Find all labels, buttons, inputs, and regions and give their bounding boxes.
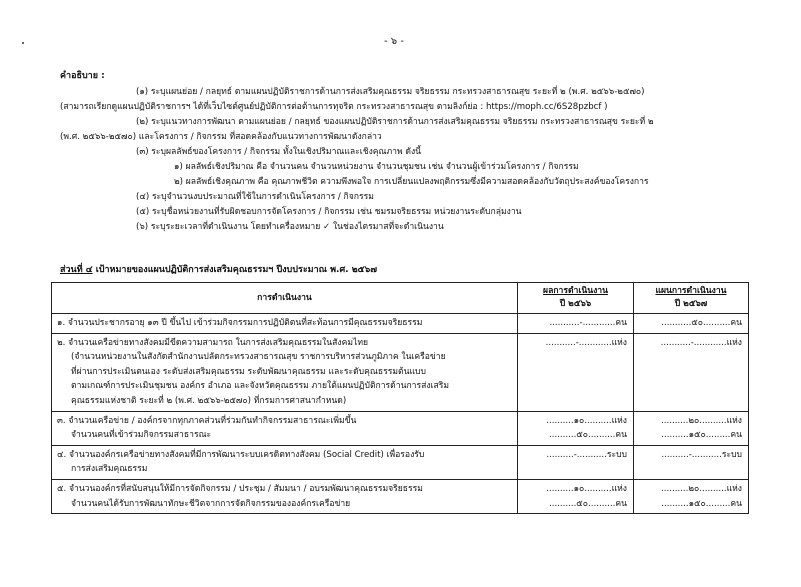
activity-cell: [52, 411, 518, 445]
activity-line: ๒. จำนวนเครือข่ายทางสังคมมีขีดความสามารถ ในการส่งเสริมคุณธรรมในสังคมไทย: [57, 337, 369, 348]
plan-cell: [634, 314, 749, 334]
targets-table: [51, 282, 749, 514]
activity-line: (จำนวนหน่วยงานในสังกัดสำนักงานปลัดกระทรวงสาธารณสุข ราชการบริหารส่วนภูมิภาค ในเครือข่าย: [71, 352, 446, 363]
table-header-row: [52, 283, 749, 314]
scan-speck: [22, 42, 24, 44]
activity-line: ๕. จำนวนองค์กรที่สนับสนุนให้มีการจัดกิจกรรม / ประชุม / สัมมนา / อบรมพัฒนาคุณธรรมจริยธรรม: [57, 483, 423, 494]
table-row: [52, 314, 749, 334]
table-row: [52, 445, 749, 479]
explanation-line: ๑) ผลลัพธ์เชิงปริมาณ คือ จำนวนคน จำนวนหน่วยงาน จำนวนชุมชน เช่น จำนวนผู้เข้าร่วมโครงการ / กิจกรรม: [174, 162, 579, 172]
explanation-line: (๔) ระบุจำนวนงบประมาณที่ใช้ในการดำเนินโครงการ / กิจกรรม: [136, 192, 374, 202]
plan-value: ...........๕๐..........คน: [661, 318, 742, 328]
plan-cell: [634, 411, 749, 445]
header-result-label: ผลการดำเนินงาน: [543, 286, 608, 296]
result-value: ..........๕๐..........คน: [548, 430, 627, 441]
plan-value: ..........๑๕๐.........คน: [661, 498, 742, 509]
plan-value: ..........๒๐..........แห่ง: [661, 483, 742, 494]
plan-value: ..........๑๕๐.........คน: [661, 430, 742, 441]
plan-cell: [634, 445, 749, 479]
section-label: ส่วนที่ ๔: [60, 265, 93, 275]
plan-cell: [634, 333, 749, 411]
plan-value: ..........๒๐..........แห่ง: [661, 415, 742, 426]
explanation-line: (๓) ระบุผลลัพธ์ของโครงการ / กิจกรรม ทั้งในเชิงปริมาณและเชิงคุณภาพ ดังนี้: [136, 147, 422, 157]
activity-line: ที่ผ่านการประเมินตนเอง ระดับส่งเสริมคุณธรรม ระดับพัฒนาคุณธรรม และระดับคุณธรรมต้นแบบ: [71, 366, 426, 377]
result-cell: [518, 479, 634, 513]
explanation-line: (พ.ศ. ๒๕๖๖-๒๕๗๐) และโครงการ / กิจกรรม ที่สอดคล้องกับแนวทางการพัฒนาดังกล่าว: [60, 132, 382, 142]
activity-line: การส่งเสริมคุณธรรม: [71, 464, 148, 475]
result-value: ..........๑๐..........แห่ง: [546, 415, 627, 426]
result-cell: [518, 314, 634, 334]
activity-line: คุณธรรมแห่งชาติ ระยะที่ ๒ (พ.ศ. ๒๕๖๖-๒๕๗๐) ที่กรมการศาสนากำหนด): [71, 395, 347, 406]
result-value: ...........-............คน: [549, 318, 627, 328]
activity-line: จำนวนคนได้รับการพัฒนาทักษะชีวิตจากการจัดกิจกรรมขององค์กรเครือข่าย: [71, 498, 351, 509]
result-cell: [518, 445, 634, 479]
activity-line: ๑. จำนวนประชากรอายุ ๑๓ ปี ขึ้นไป เข้าร่วมกิจกรรมการปฏิบัติตนที่สะท้อนการมีคุณธรรมจริยธรรม: [57, 318, 423, 328]
page-number: - ๖ -: [384, 36, 404, 47]
activity-cell: [52, 333, 518, 411]
explanation-line: (๒) ระบุแนวทางการพัฒนา ตามแผนย่อย / กลยุทธ์ ของแผนปฏิบัติราชการด้านการส่งเสริมคุณธรรม จริยธรรม กระทรวงสาธารณสุข ระยะที่ ๒: [136, 117, 654, 127]
header-plan: [634, 283, 749, 314]
explanation-line: ๒) ผลลัพธ์เชิงคุณภาพ คือ คุณภาพชีวิต ความพึงพอใจ การเปลี่ยนแปลงพฤติกรรมซึ่งมีความสอดคล้องกับวัตถุประสงค์ของโครงการ: [174, 177, 649, 187]
activity-cell: [52, 479, 518, 513]
header-activity: การดำเนินงาน: [52, 283, 518, 314]
header-plan-year: ปี ๒๕๖๗: [674, 299, 708, 309]
explanation-line: (๖) ระบุระยะเวลาที่ดำเนินงาน โดยทำเครื่องหมาย ✓ ในช่องไตรมาสที่จะดำเนินงาน: [136, 222, 444, 232]
section-title: เป้าหมายของแผนปฏิบัติการส่งเสริมคุณธรรมฯ ปีงบประมาณ พ.ศ. ๒๕๖๗: [92, 265, 377, 275]
activity-cell: [52, 445, 518, 479]
result-value: ..........๕๐..........คน: [548, 498, 627, 509]
result-cell: [518, 411, 634, 445]
activity-line: ตามเกณฑ์การประเมินชุมชน องค์กร อำเภอ และจังหวัดคุณธรรม ภายใต้แผนปฏิบัติการด้านการส่งเสริม: [71, 381, 450, 392]
explanation-line: (๑) ระบุแผนย่อย / กลยุทธ์ ตามแผนปฏิบัติราชการด้านการส่งเสริมคุณธรรม จริยธรรม กระทรวงสาธารณสุข ระยะที่ ๒ (พ.ศ. ๒๕๖๖-๒๕๗๐): [136, 87, 645, 97]
result-value: ..........๑๐..........แห่ง: [546, 483, 627, 494]
activity-line: ๔. จำนวนองค์กรเครือข่ายทางสังคมที่มีการพัฒนาระบบเครดิตทางสังคม (Social Credit) เพื่อรองรับ: [57, 449, 425, 460]
result-value: ..........-...........ระบบ: [546, 449, 627, 460]
section-heading: [60, 262, 377, 276]
explanation-title: คำอธิบาย :: [60, 71, 105, 81]
explanation-line: (สามารถเรียกดูแผนปฏิบัติราชการฯ ได้ที่เว็บไซต์ศูนย์ปฏิบัติการต่อต้านการทุจริต กระทรวงสาธารณสุข ตามลิงก์ย่อ : https://moph.cc/6S28pzbcf ): [60, 102, 608, 112]
plan-cell: [634, 479, 749, 513]
header-result-year: ปี ๒๕๖๖: [559, 299, 592, 309]
table-row: [52, 479, 749, 513]
plan-value: ..........-...........ระบบ: [661, 449, 742, 460]
result-cell: [518, 333, 634, 411]
table-row: [52, 333, 749, 411]
activity-line: จำนวนคนที่เข้าร่วมกิจกรรมสาธารณะ: [71, 430, 212, 441]
table-row: [52, 411, 749, 445]
explanation-line: (๕) ระบุชื่อหน่วยงานที่รับผิดชอบการจัดโครงการ / กิจกรรม เช่น ชมรมจริยธรรม หน่วยงานระดับกลุ่มงาน: [136, 207, 522, 217]
header-plan-label: แผนการดำเนินงาน: [655, 286, 727, 296]
header-result: [518, 283, 634, 314]
plan-value: ...........-............แห่ง: [660, 337, 742, 348]
activity-line: ๓. จำนวนเครือข่าย / องค์กรจากทุกภาคส่วนที่ร่วมกันทำกิจกรรมสาธารณะเพิ่มขึ้น: [57, 415, 357, 426]
result-value: ...........-............แห่ง: [545, 337, 627, 348]
activity-cell: [52, 314, 518, 334]
